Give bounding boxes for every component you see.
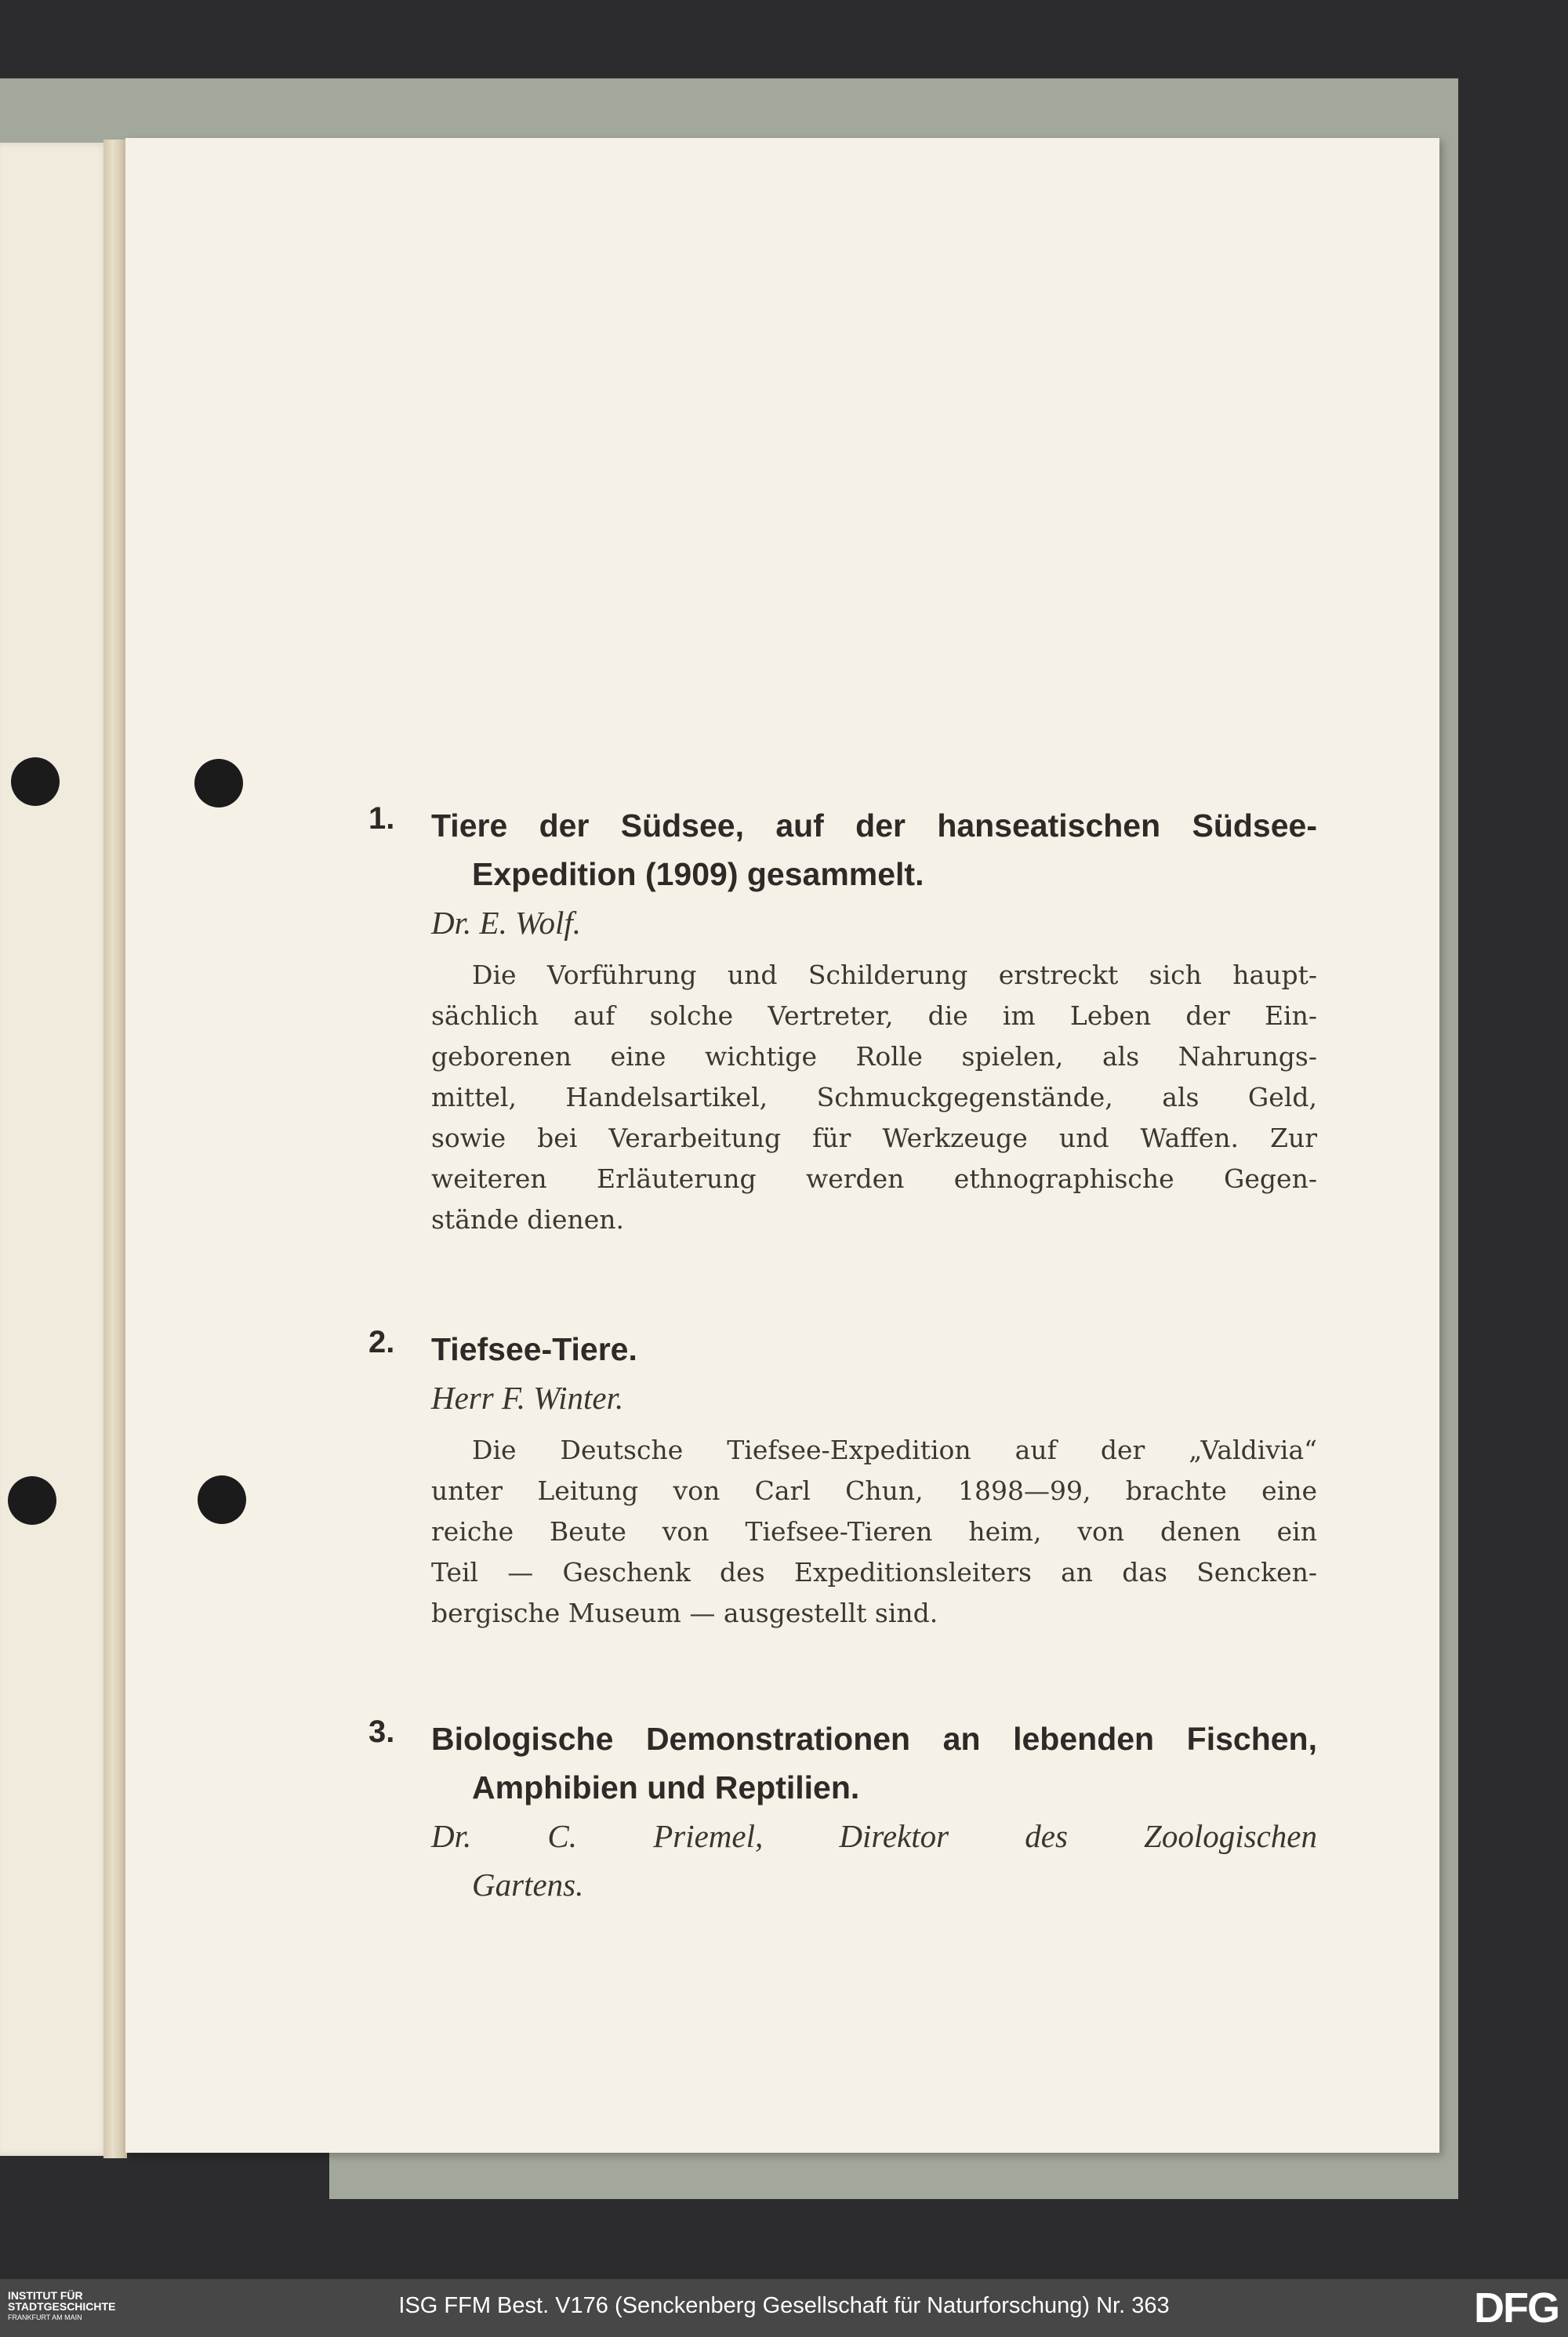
section-heading: Tiere der Südsee, auf der hanseatischen Südsee- Expedition (1909) gesammelt.: [431, 807, 1317, 892]
section-number: 1.: [368, 801, 395, 836]
document-page: [125, 138, 1439, 2153]
institute-logo: INSTITUT FÜR STADTGESCHICHTE FRANKFURT AM MAIN: [8, 2289, 116, 2321]
booklet-spine: [103, 140, 127, 2158]
section-2: [368, 1325, 1317, 1634]
section-3: [368, 1715, 1317, 1909]
archive-footer: [0, 2279, 1568, 2337]
punch-hole: [198, 1475, 246, 1524]
board-notch: [0, 2144, 329, 2230]
left-page: [0, 143, 110, 2156]
punch-hole: [8, 1476, 56, 1525]
section-number: 2.: [368, 1325, 395, 1359]
archive-caption: ISG FFM Best. V176 (Senckenberg Gesellschaft für Naturforschung) Nr. 363: [398, 2293, 1170, 2318]
section-1: [368, 801, 1317, 1240]
section-heading: Tiefsee-Tiere.: [431, 1331, 637, 1367]
section-author: Dr. E. Wolf.: [431, 905, 581, 941]
section-author: Herr F. Winter.: [431, 1380, 624, 1416]
section-body: Die Deutsche Tiefsee-Expedition auf der „Valdivia“ unter Leitung von Carl Chun, 1898—99, brachte eine reiche Beute von Tiefsee-Tieren heim, von denen ein Teil — Geschenk des Expeditionsleiters an das Sencken- bergische Museum — ausgestellt sind.: [431, 1435, 1317, 1628]
punch-hole: [11, 757, 60, 806]
section-number: 3.: [368, 1715, 395, 1749]
section-heading: Biologische Demonstrationen an lebenden Fischen, Amphibien und Reptilien.: [431, 1721, 1317, 1805]
section-body: Die Vorführung und Schilderung erstreckt sich haupt- sächlich auf solche Vertreter, die im Leben der Ein- geborenen eine wichtige Rolle spielen, als Nahrungs- mittel, Handelsartikel, Schmuckgegenstände, als Geld, sowie bei Verarbeitung für Werkzeuge und Waffen. Zur weiteren Erläuterung werden ethnographische Gegen- stände dienen.: [431, 960, 1317, 1235]
dfg-logo: DFG: [1474, 2284, 1559, 2332]
section-author: Dr. C. Priemel, Direktor des Zoologischen Gartens.: [431, 1818, 1317, 1903]
punch-hole: [194, 759, 243, 807]
